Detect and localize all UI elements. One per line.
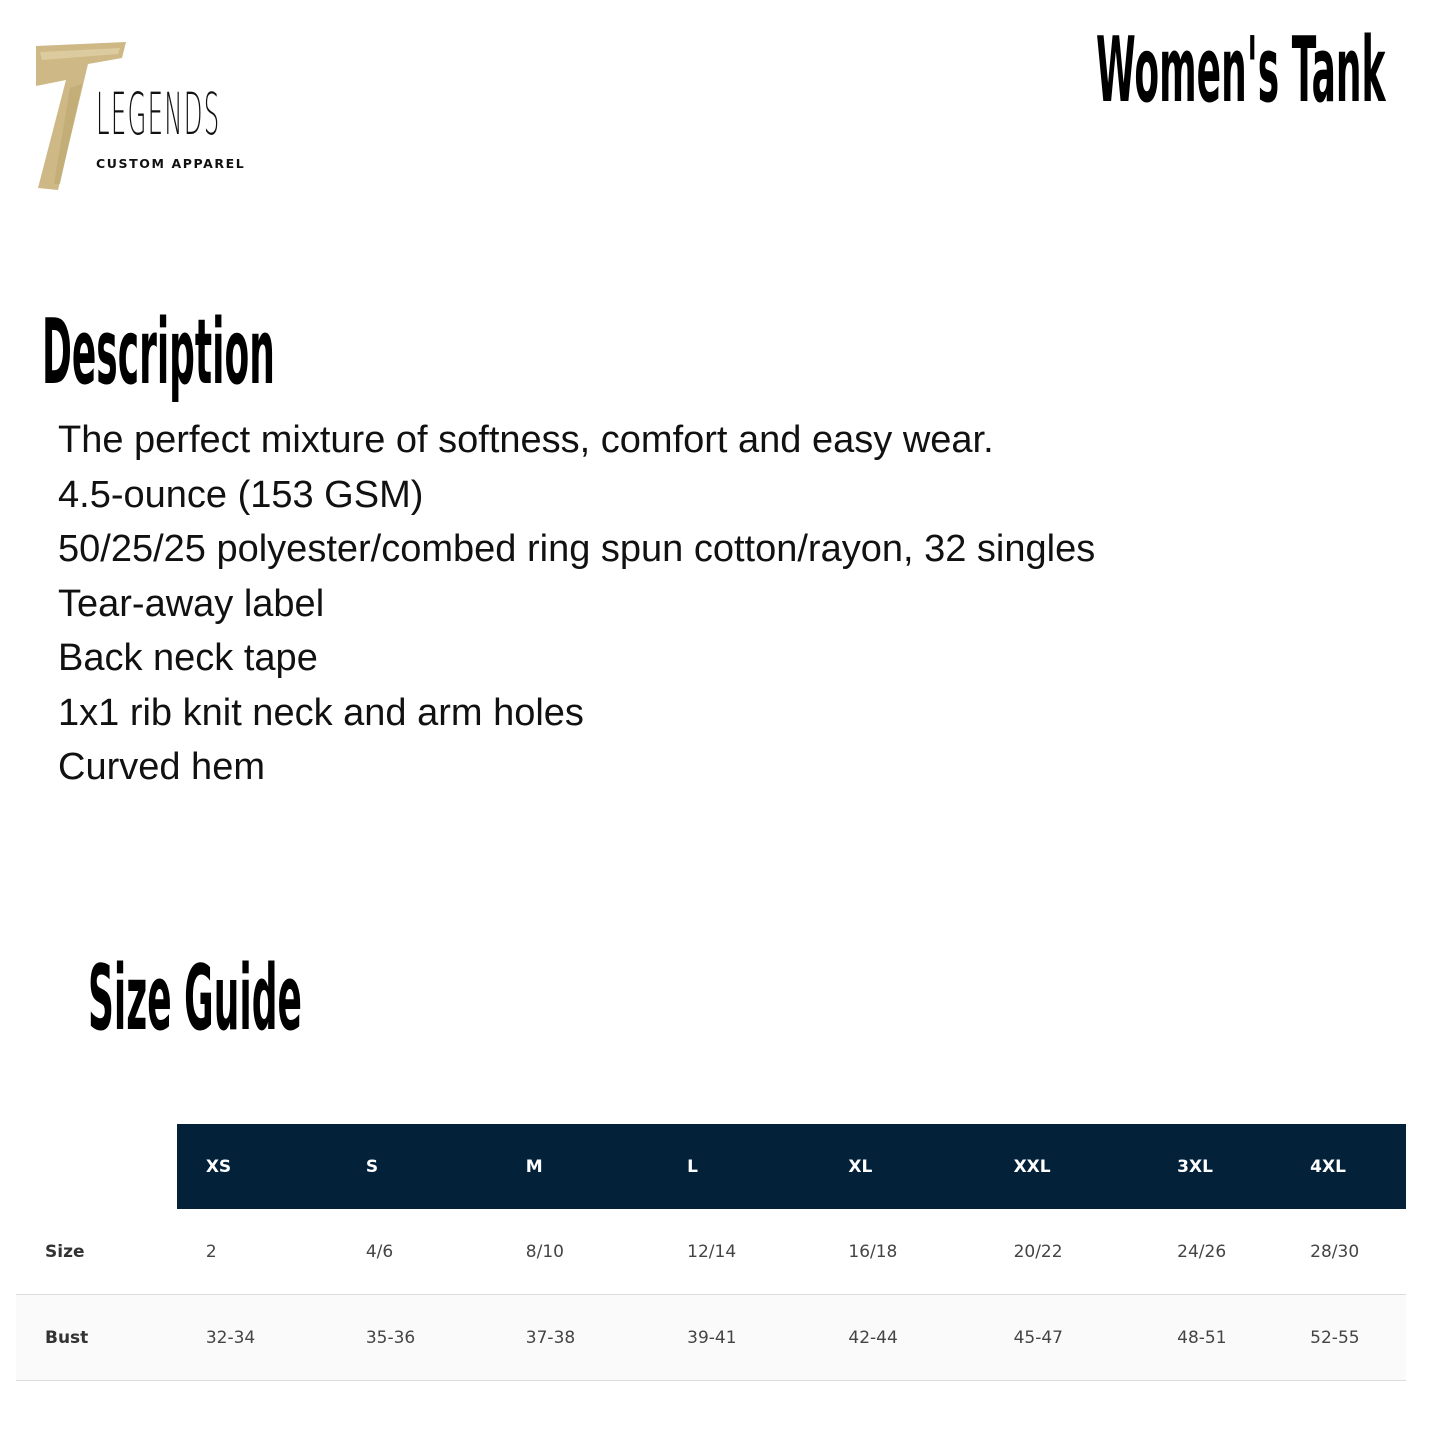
- table-cell: 20/22: [1013, 1241, 1063, 1262]
- table-cell: 37-38: [525, 1327, 576, 1348]
- table-cell: 42-44: [848, 1327, 898, 1348]
- table-cell: 8/10: [525, 1241, 564, 1262]
- description-line: 4.5-ounce (153 GSM): [58, 473, 424, 516]
- page-title: Women's Tank: [1096, 18, 1386, 123]
- table-cell: 39-41: [687, 1327, 737, 1348]
- column-header: L: [658, 1124, 819, 1209]
- table-cell: 12/14: [687, 1241, 737, 1262]
- description-line: Back neck tape: [58, 637, 318, 679]
- description-line: Curved hem: [58, 746, 265, 788]
- size-guide-table: [16, 1124, 1406, 1381]
- table-cell: 4/6: [365, 1241, 394, 1262]
- table-cell: 48-51: [1177, 1327, 1227, 1348]
- brand-logo: [30, 38, 260, 198]
- column-header: XXL: [985, 1124, 1149, 1209]
- logo-tagline: CUSTOM APPAREL: [96, 156, 246, 171]
- table-cell: 32-34: [205, 1327, 256, 1348]
- table-row-bust: [16, 1295, 1406, 1381]
- table-cell: 28/30: [1310, 1241, 1360, 1262]
- size-table-header-row: [16, 1124, 1406, 1209]
- description-line: 1x1 rib knit neck and arm holes: [58, 691, 584, 734]
- description-line: The perfect mixture of softness, comfort and easy wear.: [58, 419, 994, 461]
- table-corner-cell: [16, 1124, 177, 1209]
- column-header: S: [337, 1124, 497, 1209]
- table-cell: 35-36: [365, 1327, 416, 1348]
- row-header: Bust: [45, 1327, 89, 1348]
- table-row-size: [16, 1209, 1406, 1295]
- column-header: M: [497, 1124, 658, 1209]
- column-header: 4XL: [1310, 1124, 1406, 1209]
- table-cell: 24/26: [1177, 1241, 1227, 1262]
- logo-wordmark: LEGENDS: [96, 80, 221, 148]
- size-guide-heading: Size Guide: [88, 946, 302, 1051]
- description-line: 50/25/25 polyester/combed ring spun cotton/rayon, 32 singles: [58, 528, 1096, 570]
- table-cell: 45-47: [1013, 1327, 1063, 1348]
- row-header: Size: [45, 1241, 85, 1262]
- description-list: [58, 413, 1095, 795]
- column-header: XS: [177, 1124, 337, 1209]
- column-header: 3XL: [1148, 1124, 1310, 1209]
- description-heading: Description: [42, 300, 275, 405]
- table-cell: 2: [205, 1241, 217, 1262]
- column-header: XL: [819, 1124, 984, 1209]
- table-cell: 16/18: [848, 1241, 898, 1262]
- description-line: Tear-away label: [58, 582, 325, 625]
- table-cell: 52-55: [1310, 1327, 1360, 1348]
